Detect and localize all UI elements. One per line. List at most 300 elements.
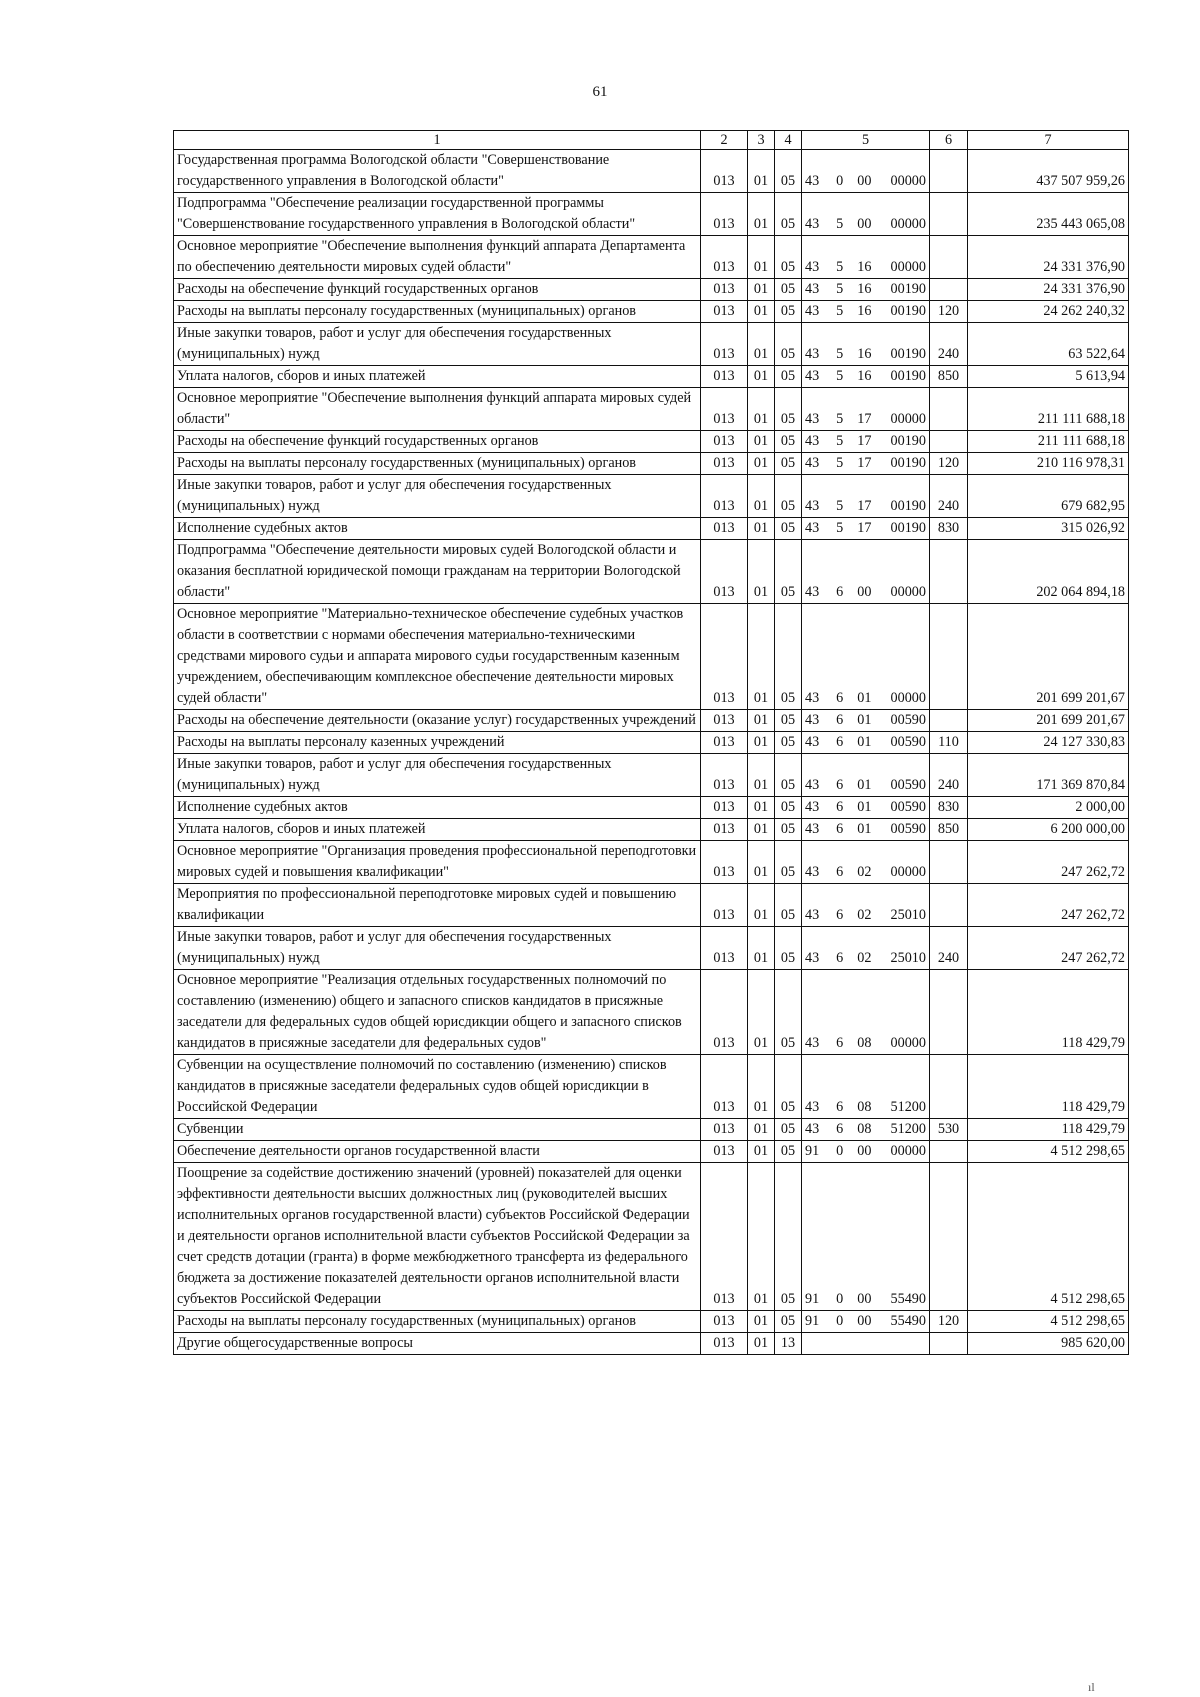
target-article-part: 02	[857, 907, 872, 923]
table-row	[174, 279, 1129, 301]
target-article-parts	[805, 431, 926, 452]
header-cell: 3	[748, 131, 775, 150]
row-name: Мероприятия по профессиональной переподготовке мировых судей и повышению квалификации	[174, 884, 701, 927]
target-article-part: 43	[805, 950, 820, 966]
row-subsection-code: 05	[775, 301, 802, 323]
row-subsection-code: 05	[775, 732, 802, 754]
target-article-parts	[805, 1033, 926, 1054]
target-article-part: 16	[857, 346, 872, 362]
table-row	[174, 841, 1129, 884]
target-article-part: 00590	[890, 821, 926, 837]
row-name: Государственная программа Вологодской области "Совершенствование государственного управления в Вологодской области"	[174, 150, 701, 193]
row-name: Основное мероприятие "Организация проведения профессиональной переподготовки мировых судей и повышения квалификации"	[174, 841, 701, 884]
target-article-part: 43	[805, 433, 820, 449]
target-article-part: 43	[805, 864, 820, 880]
target-article-part: 43	[805, 584, 820, 600]
target-article-part: 01	[857, 690, 872, 706]
row-amount: 4 512 298,65	[968, 1311, 1129, 1333]
target-article-part: 0	[836, 1143, 844, 1159]
row-target-article-code	[802, 1163, 930, 1311]
table-row	[174, 797, 1129, 819]
row-target-article-code	[802, 301, 930, 323]
table-row	[174, 884, 1129, 927]
table-row	[174, 518, 1129, 540]
table-row	[174, 1119, 1129, 1141]
row-expense-type-code	[930, 540, 968, 604]
target-article-part: 17	[857, 433, 872, 449]
target-article-part: 6	[836, 777, 844, 793]
target-article-part: 5	[836, 303, 844, 319]
row-name: Иные закупки товаров, работ и услуг для обеспечения государственных (муниципальных) нужд	[174, 754, 701, 797]
target-article-part: 5	[836, 411, 844, 427]
row-amount: 315 026,92	[968, 518, 1129, 540]
row-target-article-code	[802, 236, 930, 279]
row-name: Подпрограмма "Обеспечение реализации государственной программы "Совершенствование государственного управления в Вологодской области"	[174, 193, 701, 236]
row-name: Исполнение судебных актов	[174, 797, 701, 819]
row-target-article-code	[802, 797, 930, 819]
target-article-part: 6	[836, 690, 844, 706]
target-article-parts	[805, 905, 926, 926]
row-target-article-code	[802, 754, 930, 797]
target-article-part: 6	[836, 864, 844, 880]
target-article-part: 17	[857, 498, 872, 514]
row-amount: 211 111 688,18	[968, 388, 1129, 431]
row-expense-type-code: 830	[930, 518, 968, 540]
scan-mark: ıl	[1088, 1680, 1095, 1694]
row-target-article-code	[802, 518, 930, 540]
target-article-part: 00590	[890, 777, 926, 793]
target-article-part: 16	[857, 368, 872, 384]
target-article-part: 43	[805, 455, 820, 471]
row-subsection-code: 05	[775, 1311, 802, 1333]
target-article-part: 16	[857, 281, 872, 297]
table-row	[174, 1311, 1129, 1333]
row-subsection-code: 05	[775, 279, 802, 301]
row-section-code: 01	[748, 323, 775, 366]
row-section-code: 01	[748, 754, 775, 797]
row-section-code: 01	[748, 819, 775, 841]
target-article-part: 43	[805, 1121, 820, 1137]
row-expense-type-code	[930, 236, 968, 279]
row-expense-type-code: 240	[930, 754, 968, 797]
row-subsection-code: 05	[775, 1141, 802, 1163]
target-article-part: 00590	[890, 799, 926, 815]
target-article-part: 5	[836, 455, 844, 471]
row-ministry-code: 013	[701, 150, 748, 193]
row-ministry-code: 013	[701, 193, 748, 236]
table-row	[174, 453, 1129, 475]
row-ministry-code: 013	[701, 884, 748, 927]
row-section-code: 01	[748, 1163, 775, 1311]
row-subsection-code: 05	[775, 1055, 802, 1119]
target-article-part: 00000	[890, 259, 926, 275]
row-section-code: 01	[748, 279, 775, 301]
row-subsection-code: 05	[775, 927, 802, 970]
target-article-part: 08	[857, 1121, 872, 1137]
target-article-part: 6	[836, 584, 844, 600]
row-section-code: 01	[748, 797, 775, 819]
target-article-part: 00190	[890, 498, 926, 514]
table-row	[174, 927, 1129, 970]
table-row	[174, 150, 1129, 193]
row-subsection-code: 05	[775, 475, 802, 518]
row-expense-type-code	[930, 1055, 968, 1119]
row-expense-type-code: 120	[930, 453, 968, 475]
row-expense-type-code: 240	[930, 927, 968, 970]
header-cell: 1	[174, 131, 701, 150]
target-article-part: 6	[836, 1035, 844, 1051]
target-article-parts	[805, 948, 926, 969]
target-article-parts	[805, 862, 926, 883]
row-target-article-code	[802, 1119, 930, 1141]
row-name: Уплата налогов, сборов и иных платежей	[174, 366, 701, 388]
target-article-parts	[805, 775, 926, 796]
target-article-part: 00	[857, 1291, 872, 1307]
target-article-part: 00190	[890, 303, 926, 319]
row-amount: 63 522,64	[968, 323, 1129, 366]
row-ministry-code: 013	[701, 540, 748, 604]
target-article-parts	[805, 214, 926, 235]
target-article-part: 17	[857, 411, 872, 427]
target-article-part: 43	[805, 281, 820, 297]
row-amount: 235 443 065,08	[968, 193, 1129, 236]
row-ministry-code: 013	[701, 970, 748, 1055]
target-article-part: 00000	[890, 173, 926, 189]
row-section-code: 01	[748, 431, 775, 453]
row-subsection-code: 05	[775, 1119, 802, 1141]
row-name: Расходы на выплаты персоналу государственных (муниципальных) органов	[174, 301, 701, 323]
row-target-article-code	[802, 884, 930, 927]
table-row	[174, 323, 1129, 366]
row-expense-type-code: 850	[930, 819, 968, 841]
row-ministry-code: 013	[701, 927, 748, 970]
row-amount: 118 429,79	[968, 1119, 1129, 1141]
target-article-part: 0	[836, 173, 844, 189]
target-article-parts	[805, 1311, 926, 1332]
target-article-parts	[805, 344, 926, 365]
target-article-part: 00000	[890, 216, 926, 232]
row-target-article-code	[802, 1333, 930, 1355]
target-article-part: 00590	[890, 712, 926, 728]
target-article-part: 43	[805, 368, 820, 384]
row-amount: 247 262,72	[968, 927, 1129, 970]
row-ministry-code: 013	[701, 1163, 748, 1311]
row-expense-type-code: 240	[930, 475, 968, 518]
row-subsection-code: 05	[775, 366, 802, 388]
target-article-parts	[805, 1097, 926, 1118]
target-article-part: 43	[805, 498, 820, 514]
row-ministry-code: 013	[701, 754, 748, 797]
table-row	[174, 732, 1129, 754]
row-target-article-code	[802, 1311, 930, 1333]
row-subsection-code: 05	[775, 1163, 802, 1311]
target-article-parts	[805, 518, 926, 539]
target-article-part: 43	[805, 799, 820, 815]
target-article-part: 17	[857, 455, 872, 471]
target-article-part: 00	[857, 584, 872, 600]
row-ministry-code: 013	[701, 518, 748, 540]
target-article-part: 43	[805, 1035, 820, 1051]
row-target-article-code	[802, 819, 930, 841]
target-article-part: 51200	[890, 1099, 926, 1115]
target-article-parts	[805, 688, 926, 709]
row-subsection-code: 05	[775, 453, 802, 475]
target-article-part: 5	[836, 433, 844, 449]
target-article-part: 55490	[890, 1291, 926, 1307]
budget-table	[173, 130, 1129, 1355]
row-subsection-code: 13	[775, 1333, 802, 1355]
row-ministry-code: 013	[701, 453, 748, 475]
row-section-code: 01	[748, 301, 775, 323]
target-article-parts	[805, 1119, 926, 1140]
table-row	[174, 970, 1129, 1055]
target-article-part: 43	[805, 173, 820, 189]
row-subsection-code: 05	[775, 150, 802, 193]
header-cell: 4	[775, 131, 802, 150]
row-name: Основное мероприятие "Обеспечение выполнения функций аппарата мировых судей области"	[174, 388, 701, 431]
target-article-parts	[805, 1141, 926, 1162]
row-ministry-code: 013	[701, 732, 748, 754]
row-section-code: 01	[748, 475, 775, 518]
row-section-code: 01	[748, 604, 775, 710]
target-article-parts	[805, 301, 926, 322]
target-article-part: 00	[857, 173, 872, 189]
row-amount: 24 331 376,90	[968, 236, 1129, 279]
target-article-parts	[805, 453, 926, 474]
row-expense-type-code	[930, 604, 968, 710]
row-subsection-code: 05	[775, 518, 802, 540]
row-expense-type-code: 530	[930, 1119, 968, 1141]
target-article-parts	[805, 732, 926, 753]
row-expense-type-code	[930, 150, 968, 193]
target-article-part: 01	[857, 799, 872, 815]
row-expense-type-code: 830	[930, 797, 968, 819]
row-target-article-code	[802, 540, 930, 604]
row-target-article-code	[802, 323, 930, 366]
target-article-part: 17	[857, 520, 872, 536]
row-name: Поощрение за содействие достижению значений (уровней) показателей для оценки эффективности деятельности высших должностных лиц (руководителей высших исполнительных органов государственной власти) субъектов Российской Федерации и деятельности органов исполнительной власти субъектов Российской Федерации за счет средств дотации (гранта) в форме межбюджетного трансферта из федерального бюджета за достижение показателей деятельности органов исполнительной власти субъектов Российской Федерации	[174, 1163, 701, 1311]
row-ministry-code: 013	[701, 841, 748, 884]
row-subsection-code: 05	[775, 236, 802, 279]
row-subsection-code: 05	[775, 970, 802, 1055]
row-subsection-code: 05	[775, 540, 802, 604]
target-article-parts	[805, 710, 926, 731]
row-name: Исполнение судебных актов	[174, 518, 701, 540]
target-article-parts	[805, 366, 926, 387]
row-ministry-code: 013	[701, 323, 748, 366]
target-article-part: 01	[857, 712, 872, 728]
row-name: Подпрограмма "Обеспечение деятельности мировых судей Вологодской области и оказания бесплатной юридической помощи гражданам на территории Вологодской области"	[174, 540, 701, 604]
row-target-article-code	[802, 431, 930, 453]
row-section-code: 01	[748, 1333, 775, 1355]
row-section-code: 01	[748, 970, 775, 1055]
row-ministry-code: 013	[701, 604, 748, 710]
row-subsection-code: 05	[775, 431, 802, 453]
table-row	[174, 540, 1129, 604]
row-ministry-code: 013	[701, 431, 748, 453]
row-subsection-code: 05	[775, 884, 802, 927]
target-article-part: 02	[857, 864, 872, 880]
table-row	[174, 1333, 1129, 1355]
row-target-article-code	[802, 150, 930, 193]
target-article-part: 5	[836, 368, 844, 384]
row-name: Уплата налогов, сборов и иных платежей	[174, 819, 701, 841]
row-section-code: 01	[748, 540, 775, 604]
table-row	[174, 388, 1129, 431]
target-article-part: 00190	[890, 433, 926, 449]
target-article-part: 00000	[890, 1143, 926, 1159]
row-section-code: 01	[748, 732, 775, 754]
table-row	[174, 1141, 1129, 1163]
target-article-parts	[805, 496, 926, 517]
target-article-parts	[805, 582, 926, 603]
target-article-part: 25010	[890, 907, 926, 923]
row-amount: 202 064 894,18	[968, 540, 1129, 604]
target-article-part: 0	[836, 1313, 844, 1329]
row-amount: 24 331 376,90	[968, 279, 1129, 301]
row-section-code: 01	[748, 1141, 775, 1163]
row-ministry-code: 013	[701, 1333, 748, 1355]
row-name: Расходы на обеспечение функций государственных органов	[174, 431, 701, 453]
row-expense-type-code	[930, 193, 968, 236]
target-article-parts	[805, 279, 926, 300]
row-section-code: 01	[748, 1311, 775, 1333]
target-article-part: 6	[836, 907, 844, 923]
table-body	[174, 150, 1129, 1355]
table-row	[174, 710, 1129, 732]
target-article-part: 91	[805, 1143, 820, 1159]
row-amount: 201 699 201,67	[968, 604, 1129, 710]
row-expense-type-code: 240	[930, 323, 968, 366]
row-ministry-code: 013	[701, 710, 748, 732]
row-name: Другие общегосударственные вопросы	[174, 1333, 701, 1355]
row-expense-type-code	[930, 841, 968, 884]
row-amount: 247 262,72	[968, 841, 1129, 884]
target-article-part: 43	[805, 821, 820, 837]
target-article-part: 43	[805, 346, 820, 362]
target-article-part: 5	[836, 498, 844, 514]
row-expense-type-code	[930, 279, 968, 301]
row-target-article-code	[802, 732, 930, 754]
target-article-part: 00	[857, 1143, 872, 1159]
row-target-article-code	[802, 366, 930, 388]
target-article-part: 5	[836, 346, 844, 362]
row-amount: 118 429,79	[968, 1055, 1129, 1119]
row-amount: 985 620,00	[968, 1333, 1129, 1355]
row-amount: 679 682,95	[968, 475, 1129, 518]
row-expense-type-code	[930, 710, 968, 732]
target-article-part: 00190	[890, 455, 926, 471]
page-number: 61	[592, 84, 608, 100]
row-target-article-code	[802, 279, 930, 301]
target-article-part: 5	[836, 281, 844, 297]
target-article-part: 01	[857, 777, 872, 793]
target-article-part: 55490	[890, 1313, 926, 1329]
target-article-part: 43	[805, 411, 820, 427]
target-article-part: 25010	[890, 950, 926, 966]
row-amount: 171 369 870,84	[968, 754, 1129, 797]
target-article-part: 5	[836, 259, 844, 275]
row-ministry-code: 013	[701, 1119, 748, 1141]
row-amount: 201 699 201,67	[968, 710, 1129, 732]
target-article-part: 0	[836, 1291, 844, 1307]
row-name: Обеспечение деятельности органов государственной власти	[174, 1141, 701, 1163]
row-amount: 6 200 000,00	[968, 819, 1129, 841]
row-ministry-code: 013	[701, 279, 748, 301]
target-article-part: 00000	[890, 690, 926, 706]
row-amount: 4 512 298,65	[968, 1141, 1129, 1163]
target-article-part: 00190	[890, 520, 926, 536]
row-subsection-code: 05	[775, 193, 802, 236]
row-name: Расходы на выплаты персоналу государственных (муниципальных) органов	[174, 453, 701, 475]
header-cell: 7	[968, 131, 1129, 150]
header-cell: 6	[930, 131, 968, 150]
table-row	[174, 366, 1129, 388]
table-row	[174, 431, 1129, 453]
target-article-part: 43	[805, 777, 820, 793]
target-article-part: 6	[836, 1121, 844, 1137]
target-article-part: 43	[805, 216, 820, 232]
row-ministry-code: 013	[701, 797, 748, 819]
target-article-part: 6	[836, 712, 844, 728]
target-article-part: 5	[836, 520, 844, 536]
row-ministry-code: 013	[701, 1055, 748, 1119]
row-section-code: 01	[748, 841, 775, 884]
target-article-part: 00190	[890, 368, 926, 384]
target-article-parts	[805, 797, 926, 818]
target-article-part: 01	[857, 821, 872, 837]
target-article-part: 00000	[890, 411, 926, 427]
row-expense-type-code	[930, 1333, 968, 1355]
target-article-part: 00	[857, 1313, 872, 1329]
target-article-part: 08	[857, 1035, 872, 1051]
row-amount: 210 116 978,31	[968, 453, 1129, 475]
row-target-article-code	[802, 1141, 930, 1163]
target-article-parts	[805, 257, 926, 278]
row-name: Расходы на выплаты персоналу казенных учреждений	[174, 732, 701, 754]
row-name: Расходы на обеспечение деятельности (оказание услуг) государственных учреждений	[174, 710, 701, 732]
target-article-part: 6	[836, 734, 844, 750]
row-ministry-code: 013	[701, 1141, 748, 1163]
row-target-article-code	[802, 388, 930, 431]
row-expense-type-code	[930, 431, 968, 453]
row-expense-type-code	[930, 1163, 968, 1311]
row-ministry-code: 013	[701, 819, 748, 841]
row-target-article-code	[802, 927, 930, 970]
target-article-part: 91	[805, 1291, 820, 1307]
row-name: Субвенции	[174, 1119, 701, 1141]
row-target-article-code	[802, 1055, 930, 1119]
target-article-part: 6	[836, 1099, 844, 1115]
row-subsection-code: 05	[775, 323, 802, 366]
target-article-part: 00	[857, 216, 872, 232]
target-article-part: 00190	[890, 346, 926, 362]
row-expense-type-code: 850	[930, 366, 968, 388]
row-name: Основное мероприятие "Обеспечение выполнения функций аппарата Департамента по обеспечению деятельности мировых судей области"	[174, 236, 701, 279]
target-article-part: 01	[857, 734, 872, 750]
row-target-article-code	[802, 475, 930, 518]
target-article-part: 43	[805, 734, 820, 750]
row-name: Иные закупки товаров, работ и услуг для обеспечения государственных (муниципальных) нужд	[174, 323, 701, 366]
row-amount: 118 429,79	[968, 970, 1129, 1055]
row-section-code: 01	[748, 710, 775, 732]
row-name: Расходы на обеспечение функций государственных органов	[174, 279, 701, 301]
row-section-code: 01	[748, 518, 775, 540]
row-section-code: 01	[748, 1119, 775, 1141]
row-target-article-code	[802, 710, 930, 732]
table-row	[174, 754, 1129, 797]
target-article-part: 00590	[890, 734, 926, 750]
